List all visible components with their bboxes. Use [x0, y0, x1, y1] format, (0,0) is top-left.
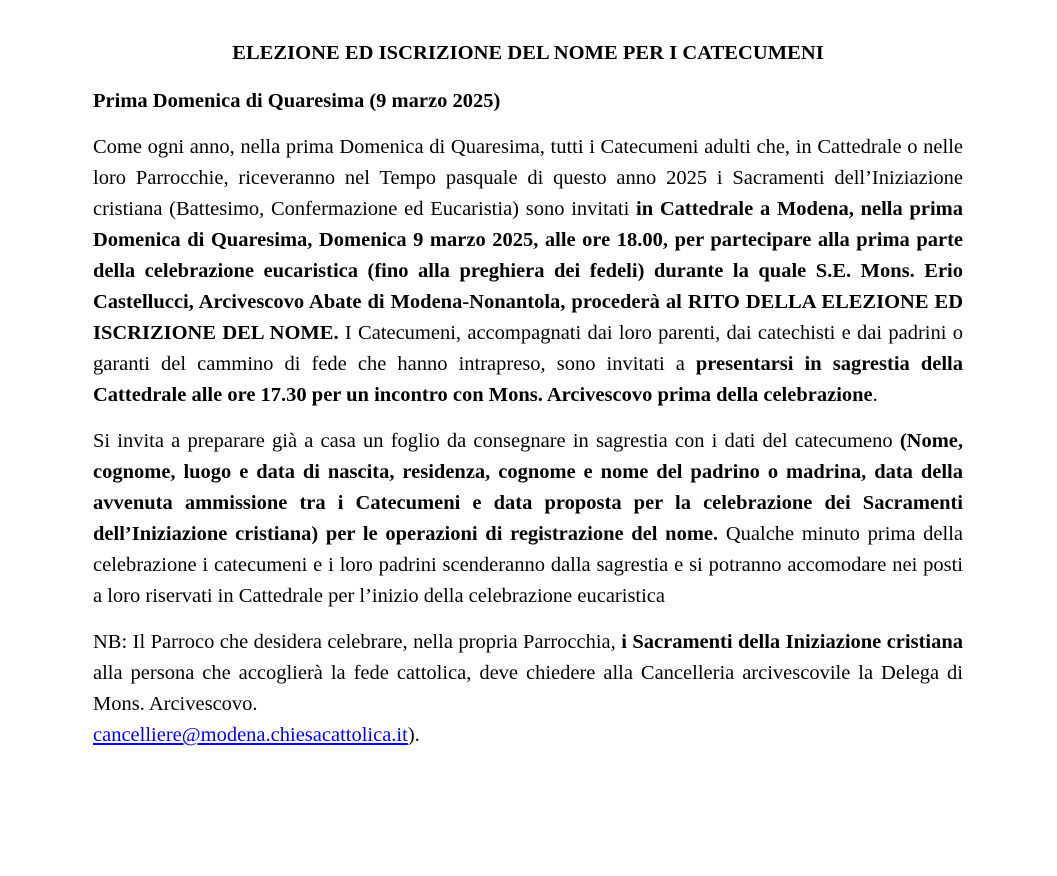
paragraph-nota-bene — [93, 627, 963, 751]
paragraph-nb-text-3: ). — [407, 724, 420, 746]
paragraph-registration-text-2: Qualche minuto prima della celebrazione i catecumeni e i loro padrini scenderanno dalla sagrestia e si potranno accomodare nei posti a loro riservati in Cattedrale per l’inizio della celebrazione eucaristica — [93, 523, 964, 607]
email-link[interactable]: cancelliere@modena.chiesacattolica.it — [93, 724, 408, 746]
paragraph-invitation-text-2: I Catecumeni, accompagnati dai loro parenti, dai catechisti e dai padrini o garanti del cammino di fede che hanno intrapreso, sono invitati a — [93, 322, 963, 375]
paragraph-invitation-text-1: Come ogni anno, nella prima Domenica di Quaresima, tutti i Catecumeni adulti che, in Cattedrale o nelle loro Parrocchie, riceveranno nel Tempo pasquale di questo anno 2025 i Sacramenti dell’Iniziazione cristiana (Battesimo, Confermazione ed Eucaristia) sono invitati — [93, 136, 963, 220]
paragraph-invitation — [93, 132, 963, 411]
document-subtitle: Prima Domenica di Quaresima (9 marzo 2025) — [93, 90, 501, 112]
paragraph-nb-bold: i Sacramenti della Iniziazione cristiana — [621, 631, 964, 653]
paragraph-registration-bold: (Nome, cognome, luogo e data di nascita, residenza, cognome e nome del padrino o madrina, data della avvenuta ammissione tra i Catecumeni e data proposta per la celebrazione dei Sacramenti dell’Iniziazione cristiana) per le operazioni di registrazione del nome. — [93, 430, 963, 545]
paragraph-invitation-bold-2: presentarsi in sagrestia della Cattedrale alle ore 17.30 per un incontro con Mons. Arcivescovo prima della celebrazione — [93, 353, 963, 406]
paragraph-nb-text-2: alla persona che accoglierà la fede cattolica, deve chiedere alla Cancelleria arcivescovile la Delega di Mons. Arcivescovo. — [93, 662, 963, 715]
paragraph-nb-text-1: NB: Il Parroco che desidera celebrare, nella propria Parrocchia, — [93, 631, 622, 653]
paragraph-registration-text-1: Si invita a preparare già a casa un foglio da consegnare in sagrestia con i dati del catecumeno — [93, 430, 900, 452]
document-title: ELEZIONE ED ISCRIZIONE DEL NOME PER I CATECUMENI — [232, 42, 824, 64]
paragraph-invitation-text-3: . — [872, 384, 878, 406]
paragraph-invitation-bold-1: in Cattedrale a Modena, nella prima Domenica di Quaresima, Domenica 9 marzo 2025, alle ore 18.00, per partecipare alla prima parte della celebrazione eucaristica (fino alla preghiera dei fedeli) durante la quale S.E. Mons. Erio Castellucci, Arcivescovo Abate di Modena-Nonantola, procederà al RITO DELLA ELEZIONE ED ISCRIZIONE DEL NOME. — [93, 198, 963, 344]
document-page — [93, 38, 963, 766]
paragraph-registration — [93, 426, 963, 612]
